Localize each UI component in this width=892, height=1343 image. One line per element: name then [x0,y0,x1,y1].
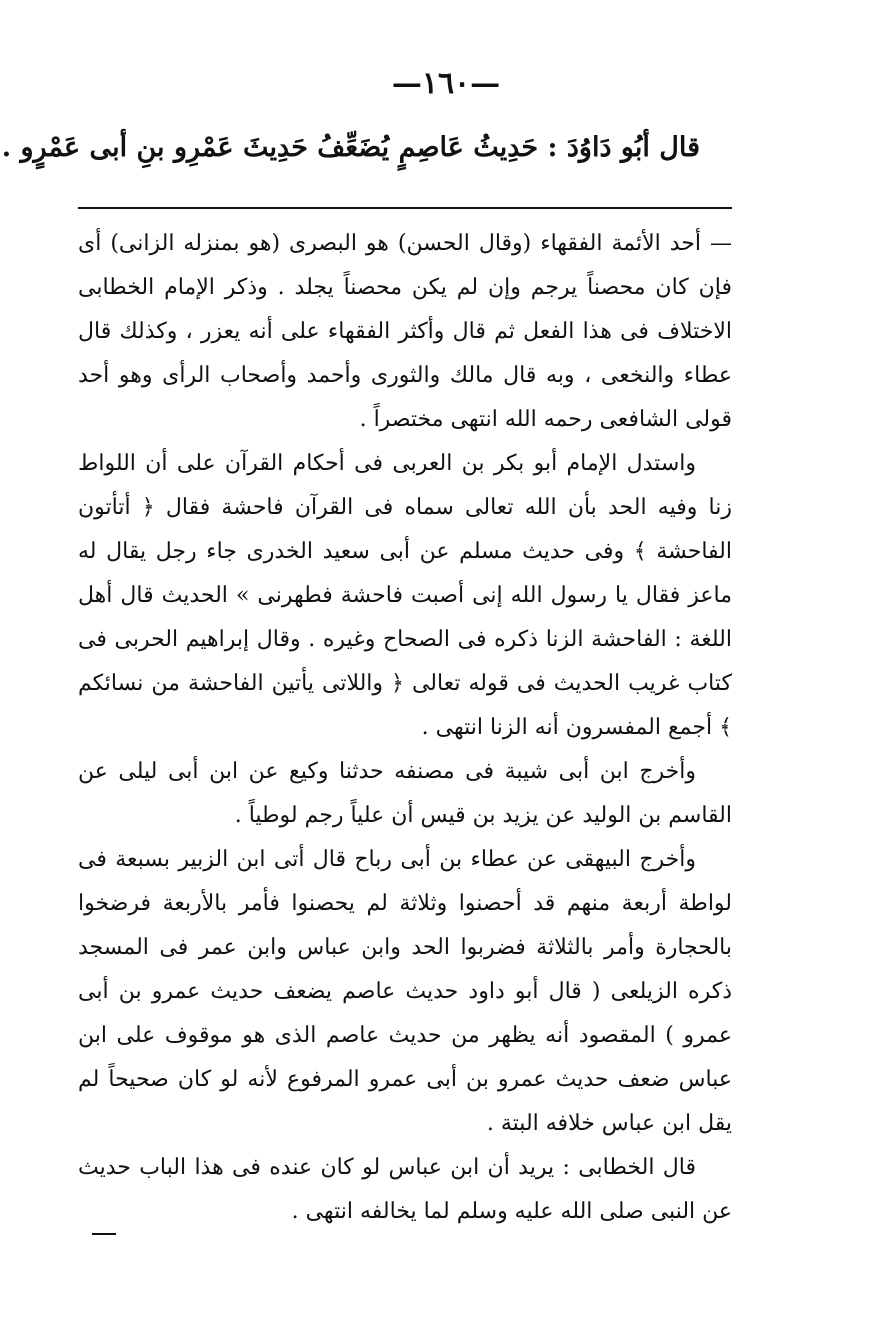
commentary-paragraph-3: وأخرج ابن أبى شيبة فى مصنفه حدثنا وكيع عن ابن أبى ليلى عن القاسم بن الوليد عن يزيد بن قيس أن علياً رجم لوطياً . [78,759,732,828]
commentary-paragraph-1: — أحد الأئمة الفقهاء (وقال الحسن) هو البصرى (هو بمنزله الزانى) أى فإن كان محصناً يرجم وإن لم يكن محصناً يجلد . وذكر الإمام الخطابى الاختلاف فى هذا الفعل ثم قال وأكثر الفقهاء على أنه يعزر ، وكذلك قال عطاء والنخعى ، وبه قال مالك والثورى وأحمد وأصحاب الرأى وهو أحد قولى الشافعى رحمه الله انتهى مختصراً . [78,231,732,432]
end-dash [92,1233,116,1235]
commentary-text [78,222,732,1234]
divider-line [78,207,732,209]
commentary-paragraph-2: واستدل الإمام أبو بكر بن العربى فى أحكام القرآن على أن اللواط زنا وفيه الحد بأن الله تعالى سماه فى القرآن فاحشة فقال ﴿ أتأتون الفاحشة ﴾ وفى حديث مسلم عن أبى سعيد الخدرى جاء رجل يقال له ماعز فقال يا رسول الله إنى أصبت فاحشة فطهرنى » الحديث قال أهل اللغة : الفاحشة الزنا ذكره فى الصحاح وغيره . وقال إبراهيم الحربى فى كتاب غريب الحديث فى قوله تعالى ﴿ واللاتى يأتين الفاحشة من نسائكم ﴾ أجمع المفسرون أنه الزنا انتهى . [78,451,732,740]
commentary-paragraph-4: وأخرج البيهقى عن عطاء بن أبى رباح قال أتى ابن الزبير بسبعة فى لواطة أربعة منهم قد أحصنوا وثلاثة لم يحصنوا فأمر بالأربعة فرضخوا بالحجارة وأمر بالثلاثة فضربوا الحد وابن عباس وابن عمر فى المسجد ذكره الزيلعى ( قال أبو داود حديث عاصم يضعف حديث عمرو بن أبى عمرو ) المقصود أنه يظهر من حديث عاصم الذى هو موقوف على ابن عباس ضعف حديث عمرو بن أبى عمرو المرفوع لأنه لو كان صحيحاً لم يقل ابن عباس خلافه البتة . [78,847,732,1136]
page-number: —١٦٠— [391,66,501,101]
commentary-paragraph-5: قال الخطابى : يريد أن ابن عباس لو كان عنده فى هذا الباب حديث عن النبى صلى الله عليه وسلم لما يخالفه انتهى . [78,1155,732,1224]
hadith-text: قال أبُو دَاوُدَ : حَدِيثُ عَاصِمٍ يُضَعِّفُ حَدِيثَ عَمْرِو بنِ أبى عَمْرٍو . [1,132,700,163]
